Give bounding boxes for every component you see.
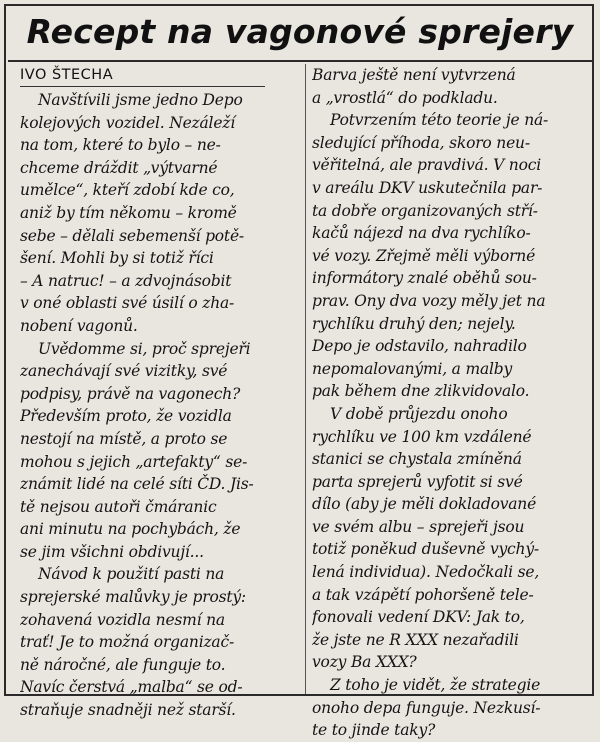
text-line: Především proto, že vozidla — [20, 407, 232, 426]
text-line: nestojí na místě, a proto se — [20, 429, 228, 448]
text-line: vé vozy. Zřejmě měli výborné — [312, 246, 536, 265]
text-line: aniž by tím někomu – kromě — [20, 203, 237, 222]
text-line: – A natruc! – a zdvojnásobit — [20, 271, 232, 290]
text-line: rychlíku druhý den; nejely. — [312, 314, 516, 333]
text-line: a „vrostlá“ do podkladu. — [312, 88, 498, 107]
text-line: dílo (aby je měli dokladované — [312, 495, 537, 514]
text-line: šení. Mohli by si totiž říci — [20, 249, 214, 268]
text-line: nepomalovanými, a malby — [312, 359, 513, 378]
text-line: kolejových vozidel. Nezáleží — [20, 113, 236, 132]
text-line: podpisy, právě na vagonech? — [20, 384, 241, 403]
text-line: rychlíku ve 100 km vzdálené — [312, 427, 532, 446]
text-line: ta dobře organizovaných stří- — [312, 201, 538, 220]
text-line: umělce“, kteří zdobí kde co, — [20, 181, 235, 200]
right-column — [312, 64, 584, 742]
text-line: tě nejsou autoři čmáranic — [20, 497, 217, 516]
text-line: Navštívili jsme jedno Depo — [38, 91, 243, 109]
text-line: v areálu DKV uskutečnila par- — [312, 178, 543, 197]
text-line: ani minutu na pochybách, že — [20, 520, 241, 539]
text-line: na tom, které to bylo – ne- — [20, 136, 221, 155]
text-line: Depo je odstavilo, nahradilo — [312, 337, 527, 356]
text-line: Navíc čerstvá „malba“ se od- — [20, 678, 243, 697]
text-line: onoho depa funguje. Nezkusí- — [312, 698, 541, 717]
text-line: vozy Ba XXX? — [312, 653, 417, 672]
text-line: v oné oblasti své úsilí o zha- — [20, 294, 235, 313]
text-line: te to jinde taky? — [312, 721, 436, 740]
article-headline: Recept na vagonové sprejery — [26, 12, 574, 51]
text-line: trať! Je to možná organizač- — [20, 633, 234, 652]
text-line: informátory znalé oběhů sou- — [312, 269, 537, 288]
text-line: V době průjezdu onoho — [330, 404, 508, 423]
headline-rule — [8, 60, 592, 62]
text-line: sprejerské malůvky je prostý: — [20, 588, 246, 607]
text-line: chceme dráždit „výtvarné — [20, 158, 218, 177]
text-line: Potvrzením této teorie je ná- — [330, 111, 549, 130]
text-line: totiž poněkud duševně vychý- — [312, 540, 539, 559]
text-line: ně náročné, ale funguje to. — [20, 655, 226, 674]
text-line: známit lidé na celé síti ČD. Jis- — [20, 475, 254, 494]
text-line: ve svém albu – sprejeři jsou — [312, 517, 525, 536]
text-line: mohou s jejich „artefakty“ se- — [20, 452, 248, 471]
author-byline: IVO ŠTECHA — [20, 67, 114, 83]
text-line: nobení vagonů. — [20, 316, 138, 335]
text-line: Z toho je vidět, že strategie — [330, 676, 541, 695]
text-line: zanechávají své vizitky, své — [20, 362, 228, 381]
text-line: straňuje snadněji než starší. — [20, 701, 236, 720]
text-line: prav. Ony dva vozy měly jet na — [312, 291, 546, 310]
text-line: Barva ještě není vytvrzená — [312, 66, 516, 84]
left-column — [20, 64, 300, 722]
text-line: že jste ne R XXX nezařadili — [312, 630, 519, 649]
text-line: sledující příhoda, skoro neu- — [312, 133, 530, 152]
text-line: parta sprejerů vyfotit si své — [312, 472, 523, 491]
text-line: lená individua). Nedočkali se, — [312, 563, 540, 582]
text-line: sebe – dělali sebemenší potě- — [20, 226, 244, 245]
text-line: stanici se chystala zmíněná — [312, 450, 522, 469]
text-line: zohavená vozidla nesmí na — [20, 610, 225, 629]
text-line: pak během dne zlikvidovalo. — [312, 382, 530, 401]
author-rule — [20, 86, 265, 87]
text-line: věřitelná, ale pravdivá. V noci — [312, 156, 541, 175]
text-line: kačů nájezd na dva rychlíko- — [312, 224, 531, 243]
column-divider — [305, 64, 306, 694]
text-line: a tak vzápětí pohoršeně tele- — [312, 585, 534, 604]
text-line: se jim všichni obdivují... — [20, 542, 204, 561]
text-line: Návod k použití pasti na — [38, 565, 225, 584]
text-line: fonovali vedení DKV: Jak to, — [312, 608, 525, 627]
text-line: Uvědomme si, proč sprejeři — [38, 339, 251, 358]
